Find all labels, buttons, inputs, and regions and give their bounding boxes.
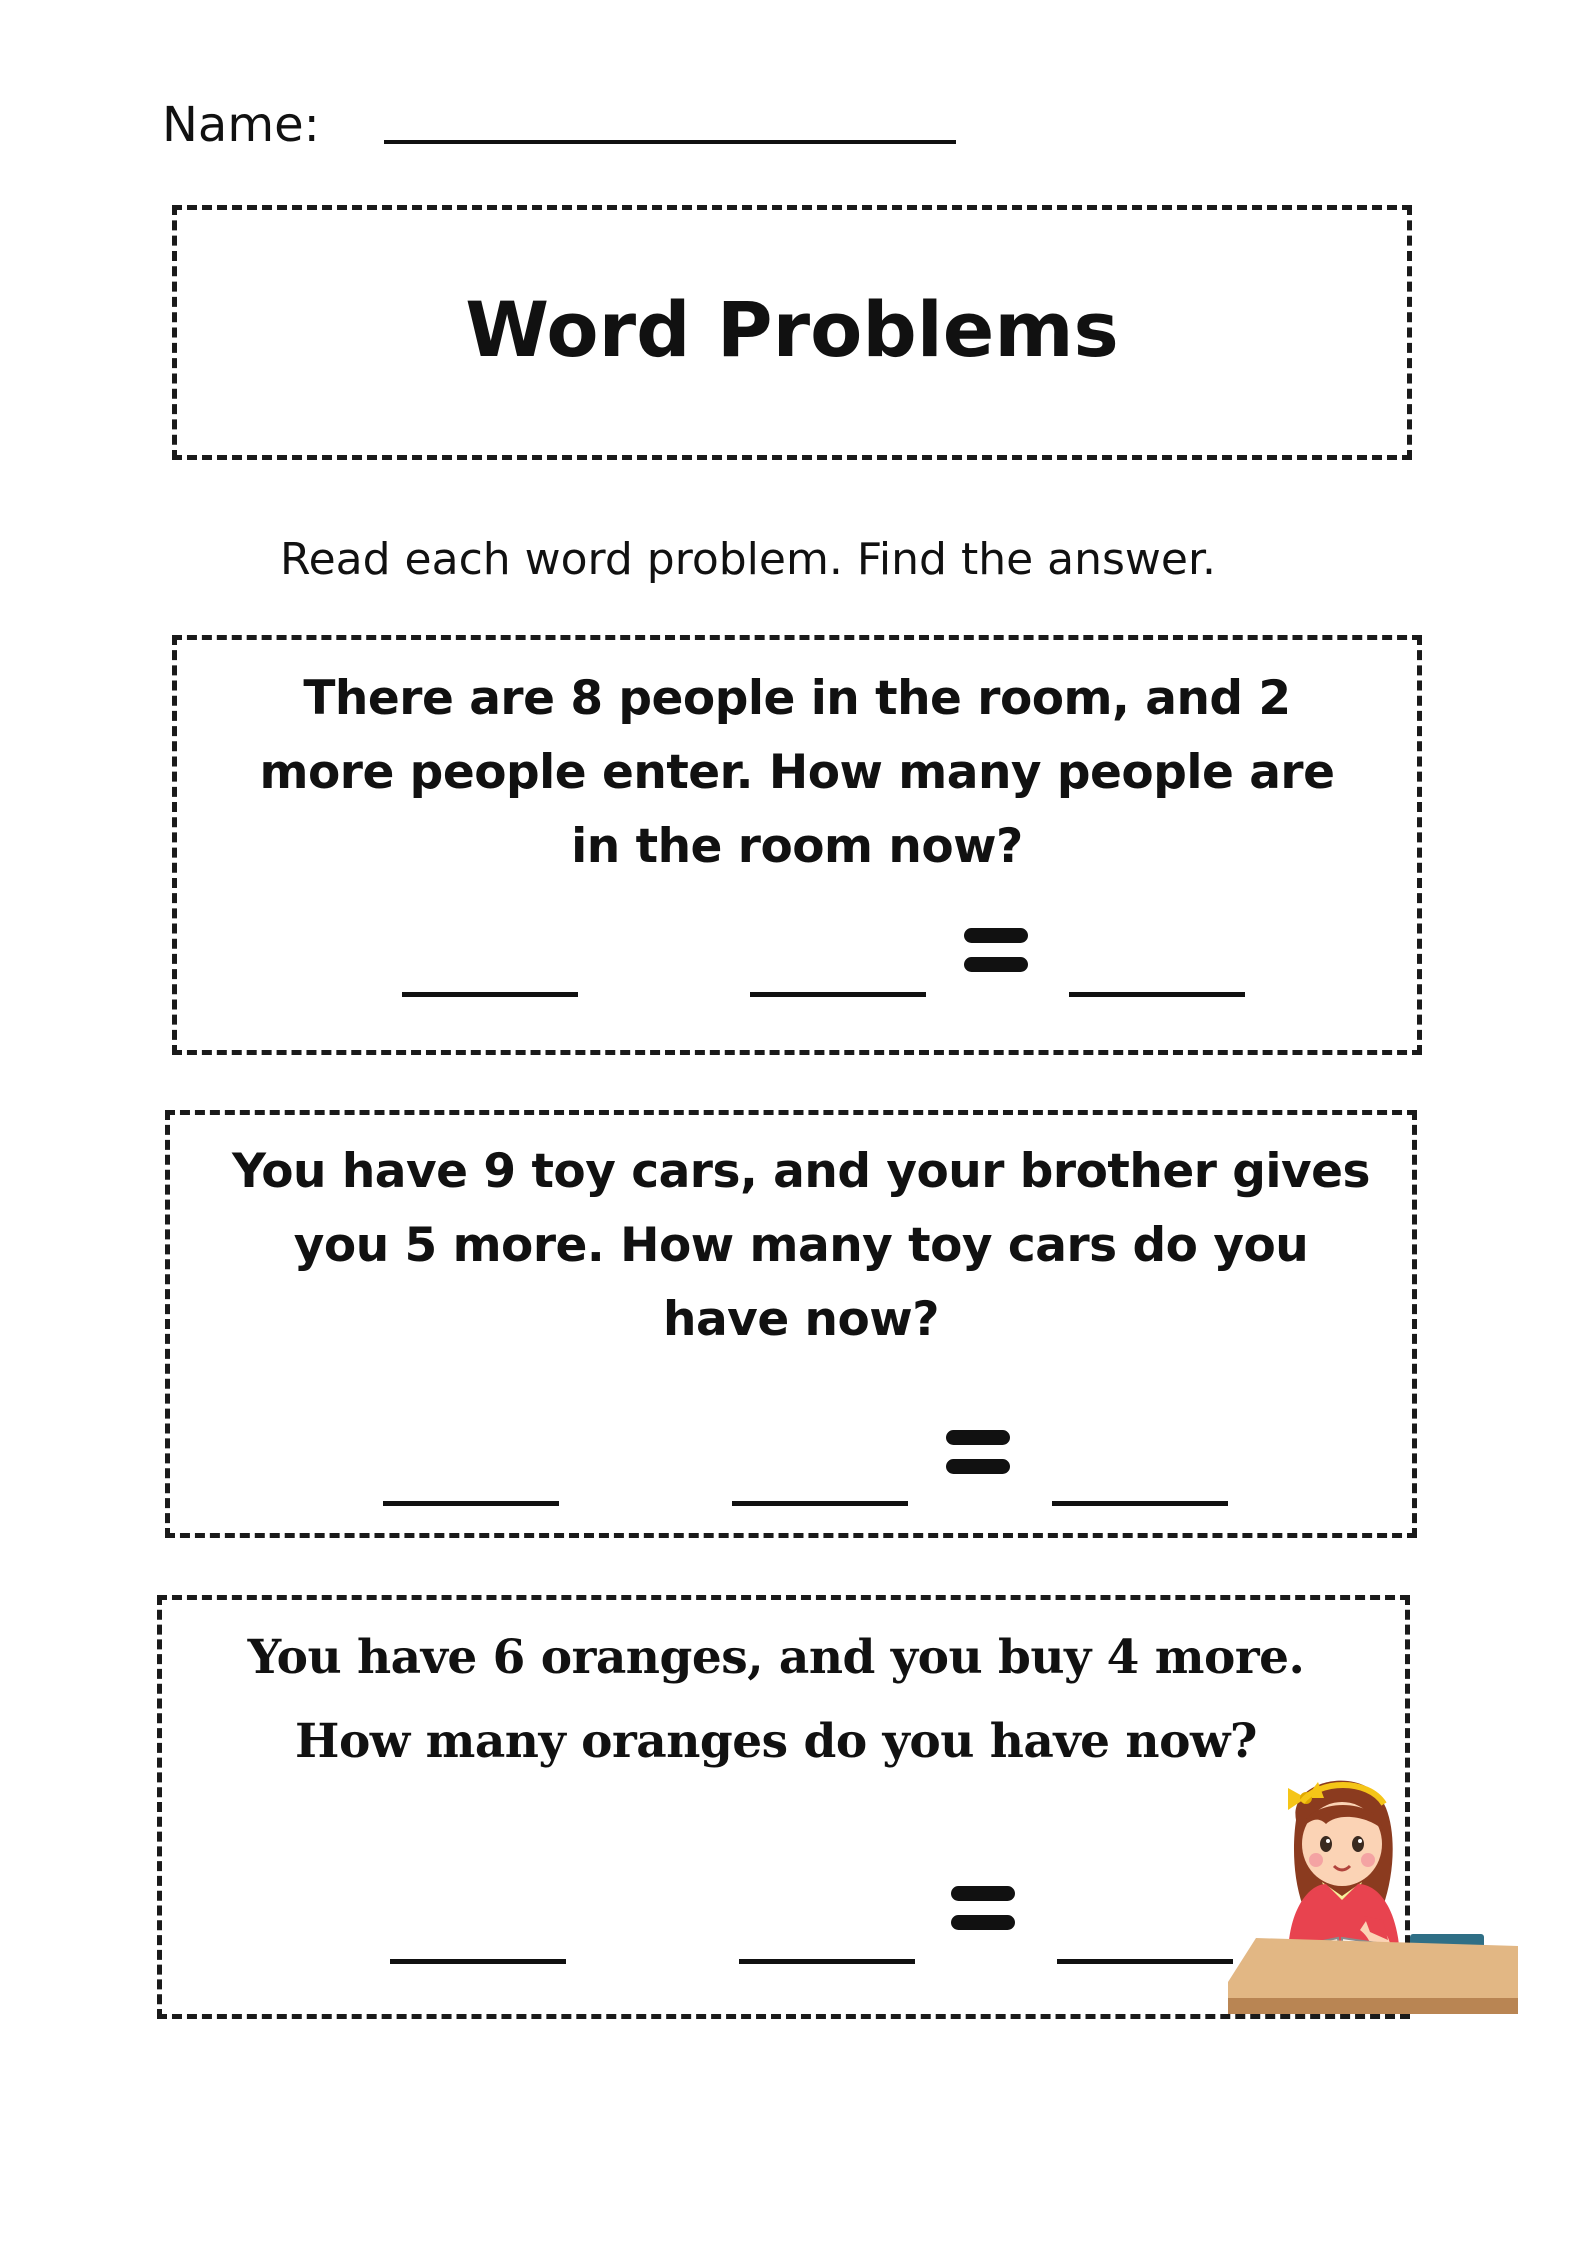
name-answer-line[interactable] [384,140,956,144]
page-title: Word Problems [465,285,1119,374]
problem-text-3: You have 6 oranges, and you buy 4 more. How many oranges do you have now? [247,1630,1305,1769]
answer-blank-1c[interactable] [1069,992,1245,997]
answer-blank-3b[interactable] [739,1959,915,1964]
title-box [172,205,1412,460]
equals-sign-3 [951,1886,1015,1932]
answer-blank-3a[interactable] [390,1959,566,1964]
answer-blank-2b[interactable] [732,1501,908,1506]
name-label: Name: [162,97,320,153]
equals-sign-2 [946,1430,1010,1476]
name-row [162,95,962,155]
instructions: Read each word problem. Find the answer. [280,534,1217,585]
answer-blank-3c[interactable] [1057,1959,1233,1964]
problem-text-2: You have 9 toy cars, and your brother gives you 5 more. How many toy cars do you have now? [232,1144,1370,1347]
answer-blank-2a[interactable] [383,1501,559,1506]
answer-blank-2c[interactable] [1052,1501,1228,1506]
answer-blank-1b[interactable] [750,992,926,997]
problem-text-1: There are 8 people in the room, and 2 more people enter. How many people are in the room now? [259,671,1335,874]
problem-box-2 [165,1110,1417,1538]
equals-sign-1 [964,928,1028,974]
girl-studying-at-desk-icon [1218,1768,1518,2020]
problem-box-1 [172,635,1422,1055]
answer-blank-1a[interactable] [402,992,578,997]
